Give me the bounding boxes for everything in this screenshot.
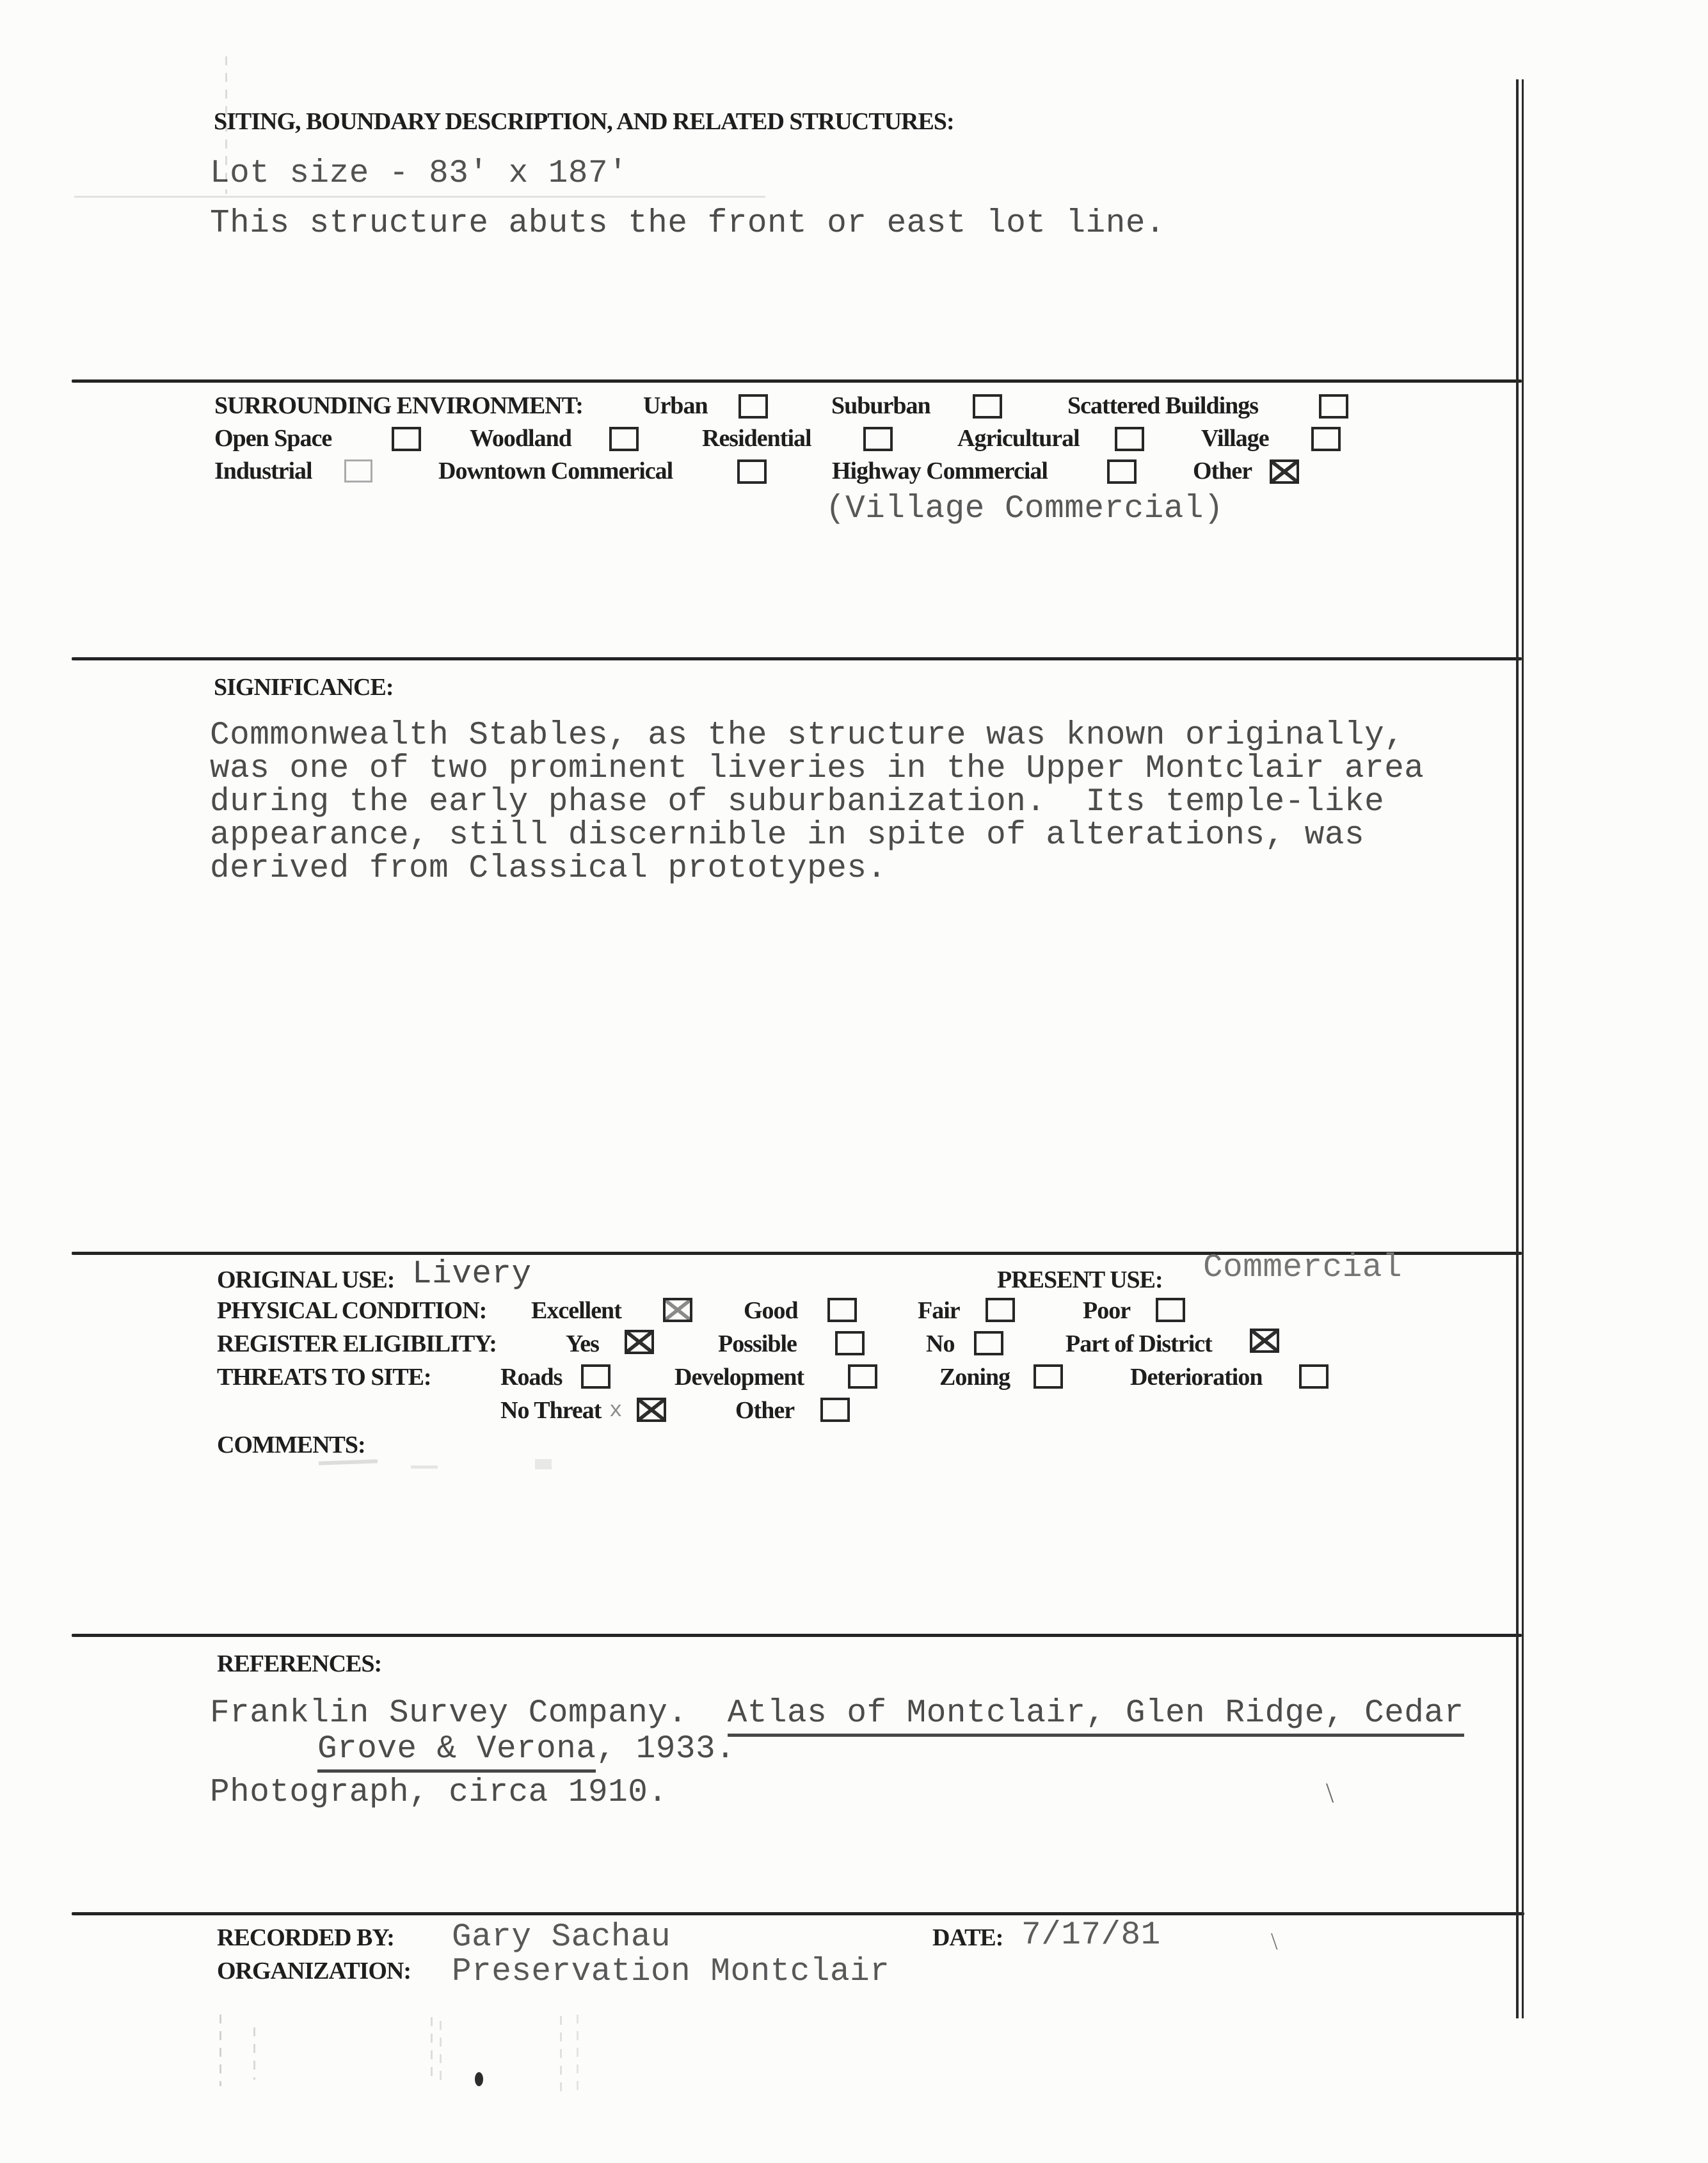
condition-checkbox-fair: [986, 1298, 1015, 1322]
scan-smudge: [319, 1459, 378, 1465]
scan-smudge: [535, 1459, 552, 1469]
threats-other-label: Other: [735, 1397, 795, 1424]
condition-fair-label: Fair: [918, 1297, 960, 1324]
reference-entry-1-line-2: [317, 1733, 735, 1766]
environment-heading: SURROUNDING ENVIRONMENT:: [214, 392, 583, 419]
scan-smudge: [74, 196, 765, 198]
threats-deterioration-label: Deterioration: [1130, 1364, 1263, 1391]
env-option-industrial-label: Industrial: [214, 458, 312, 484]
env-other-note-text: (Village Commercial): [826, 491, 1224, 527]
scan-mark: [253, 2027, 255, 2080]
section-divider-5: [72, 1912, 1524, 1915]
register-checkbox-yes: [625, 1330, 654, 1354]
env-option-open-space-label: Open Space: [214, 425, 332, 452]
env-checkbox-other: [1270, 459, 1299, 484]
reference-entry-2: Photograph, circa 1910.: [210, 1775, 668, 1811]
siting-note-text: This structure abuts the front or east lot line.: [210, 205, 1166, 242]
original-use-label: ORIGINAL USE:: [217, 1266, 395, 1293]
threats-checkbox-no-threat: [637, 1398, 666, 1422]
scan-mark: [440, 2021, 442, 2082]
reference-1-title-continued-underlined: Grove & Verona: [317, 1731, 596, 1773]
condition-good-label: Good: [744, 1297, 798, 1324]
condition-checkbox-good: [827, 1298, 857, 1322]
significance-line-1: Commonwealth Stables, as the structure was known originally,: [210, 717, 1405, 754]
section-divider-2: [72, 657, 1522, 660]
significance-line-5: derived from Classical prototypes.: [210, 850, 887, 887]
register-possible-label: Possible: [718, 1330, 797, 1357]
scan-crease-top: [225, 56, 227, 194]
significance-line-2: was one of two prominent liveries in the Upper Montclair area: [210, 751, 1425, 787]
date-value: 7/17/81: [1021, 1917, 1161, 1954]
env-option-scattered-buildings-label: Scattered Buildings: [1067, 392, 1259, 419]
env-option-highway-commercial-label: Highway Commercial: [832, 458, 1048, 484]
present-use-value: Commercial: [1203, 1250, 1403, 1286]
register-checkbox-no: [974, 1331, 1003, 1355]
env-option-suburban-label: Suburban: [831, 392, 930, 419]
page-edge-line-inner: [1516, 79, 1519, 2018]
register-checkbox-possible: [835, 1331, 865, 1355]
env-option-urban-label: Urban: [643, 392, 708, 419]
threats-checkbox-other: [820, 1398, 850, 1422]
reference-entry-1: [210, 1697, 1464, 1730]
threats-zoning-label: Zoning: [939, 1364, 1010, 1391]
condition-excellent-label: Excellent: [531, 1297, 621, 1324]
register-checkbox-part-of-district: [1250, 1329, 1279, 1353]
reference-1-year: , 1933.: [596, 1731, 736, 1768]
organization-value: Preservation Montclair: [452, 1954, 890, 1990]
condition-poor-label: Poor: [1083, 1297, 1131, 1324]
threats-checkbox-deterioration: [1299, 1364, 1329, 1389]
significance-line-3: during the early phase of suburbanization. Its temple-like: [210, 784, 1385, 820]
env-checkbox-highway-commercial: [1107, 459, 1137, 484]
threats-checkbox-zoning: [1034, 1364, 1063, 1389]
threats-label: THREATS TO SITE:: [217, 1364, 431, 1391]
significance-heading: SIGNIFICANCE:: [214, 674, 394, 701]
env-option-residential-label: Residential: [702, 425, 811, 452]
register-part-of-district-label: Part of District: [1066, 1330, 1212, 1357]
env-checkbox-residential: [863, 427, 893, 451]
siting-section-heading: SITING, BOUNDARY DESCRIPTION, AND RELATED STRUCTURES:: [214, 108, 954, 135]
env-checkbox-scattered-buildings: [1319, 394, 1348, 419]
reference-1-title-underlined: Atlas of Montclair, Glen Ridge, Cedar: [728, 1695, 1464, 1737]
scan-mark: [577, 2015, 579, 2095]
scan-slash-mark: \: [1326, 1777, 1334, 1808]
lot-size-text: Lot size - 83' x 187': [210, 156, 628, 192]
threats-development-label: Development: [674, 1364, 804, 1391]
recorded-by-label: RECORDED BY:: [217, 1924, 394, 1951]
scan-slash-mark-2: \: [1271, 1928, 1278, 1955]
scan-mark: [560, 2016, 562, 2091]
env-checkbox-open-space: [392, 427, 421, 451]
register-eligibility-label: REGISTER ELIGIBILITY:: [217, 1330, 497, 1357]
scan-crease-bottom: [219, 2015, 221, 2086]
env-option-woodland-label: Woodland: [470, 425, 571, 452]
env-checkbox-village: [1311, 427, 1341, 451]
register-yes-label: Yes: [566, 1330, 599, 1357]
env-checkbox-woodland: [609, 427, 639, 451]
env-checkbox-industrial: [344, 459, 372, 483]
threats-no-threat-label: No Threat: [500, 1397, 602, 1424]
significance-line-4: appearance, still discernible in spite of alterations, was: [210, 817, 1365, 854]
condition-checkbox-poor: [1156, 1298, 1185, 1322]
scan-smudge: [411, 1465, 438, 1469]
physical-condition-label: PHYSICAL CONDITION:: [217, 1297, 487, 1324]
register-no-label: No: [926, 1330, 955, 1357]
reference-1-author: Franklin Survey Company.: [210, 1695, 728, 1732]
env-checkbox-downtown-commercial: [737, 459, 767, 484]
references-heading: REFERENCES:: [217, 1650, 382, 1677]
scan-mark: [431, 2017, 433, 2079]
env-option-village-label: Village: [1201, 425, 1269, 452]
section-divider-1: [72, 379, 1522, 383]
page-edge-line-outer: [1522, 79, 1524, 2018]
present-use-label: PRESENT USE:: [997, 1266, 1163, 1293]
env-checkbox-suburban: [973, 394, 1002, 419]
threats-roads-label: Roads: [500, 1364, 563, 1391]
date-label: DATE:: [932, 1924, 1003, 1951]
env-checkbox-agricultural: [1115, 427, 1144, 451]
condition-checkbox-excellent: [663, 1298, 692, 1322]
scan-ink-dot: [475, 2072, 483, 2086]
original-use-value: Livery: [412, 1256, 532, 1293]
stray-x-mark: x: [609, 1399, 623, 1423]
comments-label: COMMENTS:: [217, 1432, 365, 1458]
env-option-other-label: Other: [1193, 458, 1252, 484]
env-checkbox-urban: [738, 394, 768, 419]
env-option-downtown-commercial-label: Downtown Commerical: [438, 458, 673, 484]
threats-checkbox-development: [848, 1364, 877, 1389]
section-divider-4: [72, 1634, 1522, 1637]
env-option-agricultural-label: Agricultural: [957, 425, 1080, 452]
threats-checkbox-roads: [581, 1364, 611, 1389]
recorded-by-value: Gary Sachau: [452, 1919, 671, 1956]
organization-label: ORGANIZATION:: [217, 1958, 411, 1984]
